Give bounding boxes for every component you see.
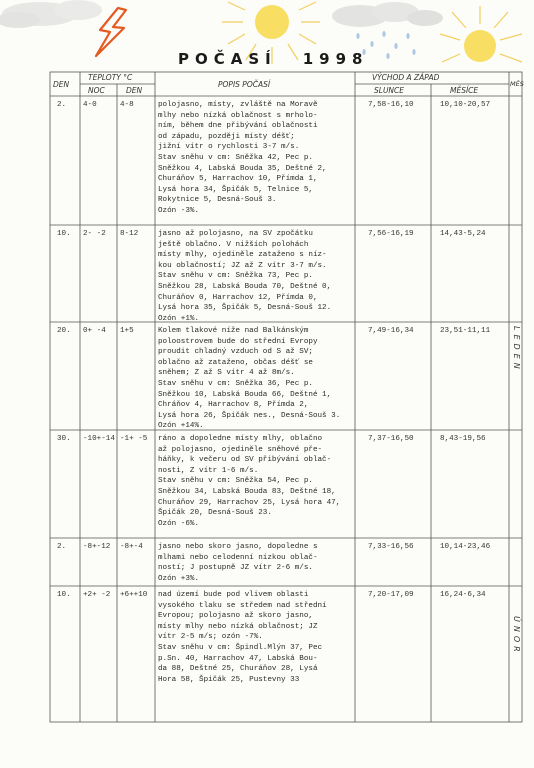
- description-line: mlhy nebo nízká oblačnost s mrholo-: [158, 111, 318, 120]
- night-temp-cell: 0+ -4: [83, 327, 106, 335]
- description-line: Sněžkou 28, Labská Bouda 70, Deštné 0,: [158, 282, 332, 291]
- day-temp-cell: 1+5: [120, 327, 134, 335]
- description-line: Sněžkou 34, Labská Bouda 83, Deštné 18,: [158, 487, 336, 496]
- description-line: Kolem tlakové níže nad Balkánským: [158, 327, 309, 335]
- day-temp-cell: 8-12: [120, 230, 139, 238]
- description-line: Ozón +14%.: [158, 422, 204, 431]
- description-line: háňky, k večeru od SV přibývání oblač-: [158, 456, 332, 465]
- moonrise-moonset-cell: 8,43-19,56: [440, 435, 486, 443]
- sunrise-sunset-cell: 7,33-16,56: [368, 543, 414, 551]
- description-line: vítr 2-5 m/s; ozón -7%.: [158, 633, 263, 642]
- description-line: Lysá hora 34, Špičák 5, Telnice 5,: [158, 185, 313, 194]
- description-line: Lysá hora 26, Špičák nes., Desná-Souš 3.: [158, 411, 341, 420]
- day-temp-cell: +6++10: [120, 591, 148, 599]
- description-line: Stav sněhu v cm: Špindl.Mlýn 37, Pec: [158, 643, 323, 652]
- description-line: oblačno až zataženo, občas déšť se: [158, 358, 313, 367]
- description-line: od západu, později místy déšť;: [158, 132, 295, 141]
- description-line: Stav sněhu v cm: Sněžka 54, Pec p.: [158, 477, 313, 486]
- description-line: místy mlhy, ojediněle zataženo s níz-: [158, 251, 327, 260]
- day-cell: 30.: [57, 435, 71, 443]
- title-word: POČASÍ: [178, 50, 277, 68]
- day-temp-cell: -8+-4: [120, 543, 143, 551]
- description-line: nosti, Z vítr 1-6 m/s.: [158, 466, 259, 475]
- description-line: Churáňov 0, Harrachov 12, Přímda 0,: [158, 293, 318, 302]
- day-cell: 2.: [57, 543, 67, 551]
- description-line: proudit chladný vzduch od S až SV;: [158, 348, 313, 357]
- header-noc: NOC: [88, 86, 105, 95]
- header-popis: POPIS POČASÍ: [218, 80, 271, 89]
- description-line: až polojasno, ojediněle sněhové pře-: [158, 445, 323, 454]
- description-line: jasno nebo skoro jasno, dopoledne s: [158, 543, 318, 551]
- description-line: sněhem; Z až S vítr 4 až 8m/s.: [158, 369, 295, 378]
- day-cell: 2.: [57, 101, 67, 109]
- description-line: Ozón -6%.: [158, 519, 200, 528]
- description-line: kou oblačností; JZ až Z vítr 3-7 m/s.: [158, 261, 327, 270]
- night-temp-cell: 4-0: [83, 101, 97, 109]
- description-line: da 88, Deštné 25, Churáňov 28, Lysá: [158, 665, 318, 674]
- description-cell: [158, 542, 358, 584]
- moonrise-moonset-cell: 10,10-20,57: [440, 101, 491, 109]
- description-line: ností; J postupně JZ vítr 2-6 m/s.: [158, 564, 313, 573]
- sunrise-sunset-cell: 7,49-16,34: [368, 327, 414, 335]
- description-line: Churáňov 5, Harrachov 10, Přímda 1,: [158, 175, 318, 184]
- moonrise-moonset-cell: 16,24-6,34: [440, 591, 486, 599]
- sunrise-sunset-cell: 7,37-16,50: [368, 435, 414, 443]
- description-line: p.Sn. 40, Harrachov 47, Labská Bou-: [158, 654, 318, 663]
- day-temp-cell: 4-8: [120, 101, 134, 109]
- description-line: Stav sněhu v cm: Sněžka 73, Pec p.: [158, 272, 313, 281]
- description-line: Sněžkou 4, Labská Bouda 35, Deštné 2,: [158, 164, 327, 173]
- description-line: Stav sněhu v cm: Sněžka 36, Pec p.: [158, 379, 313, 388]
- header-slunce: SLUNCE: [374, 86, 405, 95]
- night-temp-cell: -8+-12: [83, 543, 111, 551]
- description-line: ráno a dopoledne místy mlhy, oblačno: [158, 435, 323, 443]
- description-line: Sněžkou 10, Labská Bouda 66, Deštné 1,: [158, 390, 332, 399]
- title-year: 1998: [302, 50, 369, 68]
- description-line: polojasno, místy, zvláště na Moravě: [158, 101, 318, 109]
- description-cell: [158, 326, 358, 432]
- description-line: Churáňov 29, Harrachov 25, Lysá hora 47,: [158, 498, 341, 507]
- description-line: Evropou; polojasno až skoro jasno,: [158, 612, 313, 621]
- description-line: mlhami nebo celodenní nízkou oblač-: [158, 553, 318, 562]
- day-cell: 10.: [57, 591, 71, 599]
- night-temp-cell: -10+-14: [83, 435, 115, 443]
- description-line: ještě oblačno. V nižších polohách: [158, 240, 309, 249]
- day-temp-cell: -1+ -5: [120, 435, 148, 443]
- description-cell: [158, 100, 358, 217]
- description-line: jižní vítr o rychlosti 3-7 m/s.: [158, 143, 300, 152]
- sunrise-sunset-cell: 7,58-16,10: [368, 101, 414, 109]
- night-temp-cell: 2- -2: [83, 230, 106, 238]
- night-temp-cell: +2+ -2: [83, 591, 111, 599]
- description-cell: [158, 229, 358, 324]
- description-line: Ozón -3%.: [158, 206, 200, 215]
- month-label-leden: LEDEN: [512, 326, 521, 373]
- description-line: Ozón +3%.: [158, 574, 200, 583]
- description-line: nad území bude pod vlivem oblasti: [158, 591, 309, 599]
- header-den: DEN: [53, 80, 70, 89]
- header-den-temp: DEN: [126, 86, 143, 95]
- description-cell: [158, 590, 358, 685]
- day-cell: 20.: [57, 327, 71, 335]
- header-vychod-zapad: VÝCHOD A ZÁPAD: [372, 73, 440, 82]
- description-line: Špičák 20, Desná-Souš 23.: [158, 509, 272, 518]
- description-line: místy mlhy nebo nízká oblačnost; JZ: [158, 622, 318, 631]
- description-line: Stav sněhu v cm: Sněžka 42, Pec p.: [158, 153, 313, 162]
- moonrise-moonset-cell: 14,43-5,24: [440, 230, 486, 238]
- description-line: Hora 58, Špičák 25, Pustevny 33: [158, 675, 300, 684]
- description-line: ním, během dne přibývání oblačnosti: [158, 122, 318, 131]
- description-line: poloostrovem bude do střední Evropy: [158, 337, 318, 346]
- month-label-unor: ÚNOR: [512, 616, 521, 656]
- day-cell: 10.: [57, 230, 71, 238]
- header-mes: MĚS: [510, 80, 524, 88]
- sunrise-sunset-cell: 7,20-17,09: [368, 591, 414, 599]
- description-line: Chráňov 4, Harrachov 8, Přímda 2,: [158, 401, 309, 410]
- description-cell: [158, 434, 358, 529]
- sunrise-sunset-cell: 7,56-16,19: [368, 230, 414, 238]
- moonrise-moonset-cell: 10,14-23,46: [440, 543, 491, 551]
- description-line: Ozón +1%.: [158, 314, 200, 323]
- description-line: Lysá hora 35, Špičák 5, Desná-Souš 12.: [158, 304, 332, 313]
- header-teploty: TEPLOTY °C: [88, 73, 133, 82]
- header-mesice: MĚSÍCE: [450, 86, 479, 95]
- description-line: jasno až polojasno, na SV zpočátku: [158, 230, 313, 238]
- moonrise-moonset-cell: 23,51-11,11: [440, 327, 491, 335]
- description-line: Rokytnice 5, Desná-Souš 3.: [158, 196, 277, 205]
- description-line: vysokého tlaku se středem nad střední: [158, 601, 327, 610]
